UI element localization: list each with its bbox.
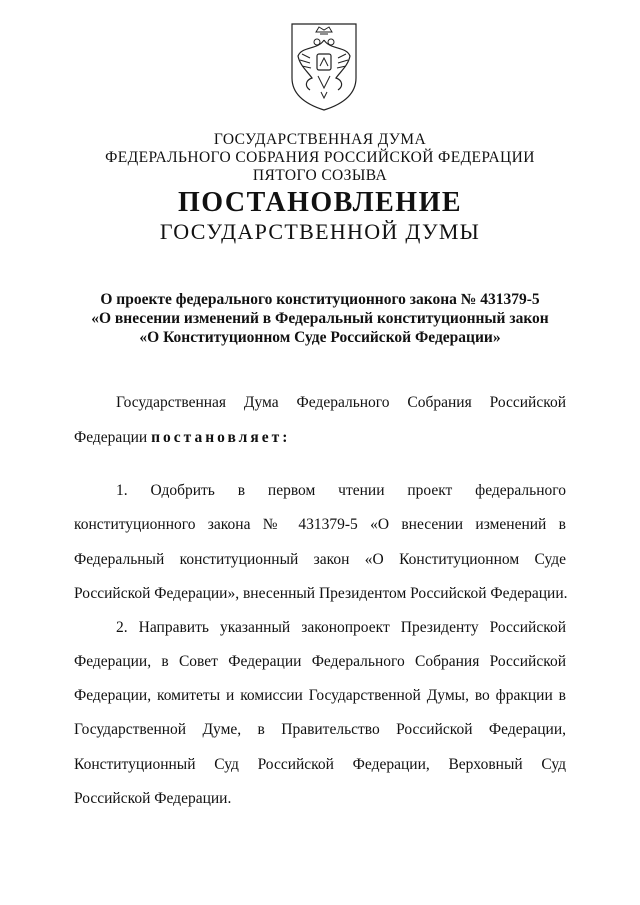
- item-1-line-3: Федеральный конституционный закон «О Конституционном Суде: [74, 551, 566, 568]
- org-line-federal-assembly: ФЕДЕРАЛЬНОГО СОБРАНИЯ РОССИЙСКОЙ ФЕДЕРАЦИИ: [105, 149, 535, 166]
- subject-line-3: «О Конституционном Суде Российской Федерации»: [139, 329, 501, 346]
- preamble-verb: постановляет:: [151, 429, 291, 446]
- item-2-line-3: Федерации, комитеты и комиссии Государственной Думы, во фракции в: [74, 687, 566, 704]
- org-line-convocation: ПЯТОГО СОЗЫВА: [252, 167, 388, 184]
- item-2-line-6: Российской Федерации.: [74, 790, 232, 807]
- item-1-line-4: Российской Федерации», внесенный Президентом Российской Федерации.: [74, 585, 568, 602]
- item-2-line-5: Конституционный Суд Российской Федерации, Верховный Суд: [74, 756, 566, 773]
- preamble-text: Федерации: [74, 429, 152, 446]
- preamble-line-2: [74, 428, 566, 448]
- item-2-line-1: 2. Направить указанный законопроект Президенту Российской: [116, 619, 566, 636]
- item-1-line-2: конституционного закона № 431379-5 «О внесении изменений в: [74, 516, 566, 533]
- item-2-line-2: Федерации, в Совет Федерации Федерального Собрания Российской: [74, 653, 566, 670]
- document-type: ПОСТАНОВЛЕНИЕ: [177, 187, 463, 218]
- preamble-line-1: Государственная Дума Федерального Собрания Российской: [116, 394, 566, 411]
- subject-line-2: «О внесении изменений в Федеральный конституционный закон: [91, 310, 549, 327]
- state-emblem: [288, 20, 360, 112]
- document-issuer: ГОСУДАРСТВЕННОЙ ДУМЫ: [159, 219, 481, 244]
- item-2-line-4: Государственной Думе, в Правительство Российской Федерации,: [74, 721, 566, 738]
- item-1-line-1: 1. Одобрить в первом чтении проект федерального: [116, 482, 566, 499]
- subject-line-1: О проекте федерального конституционного закона № 431379-5: [100, 291, 540, 308]
- org-line-duma: ГОСУДАРСТВЕННАЯ ДУМА: [213, 131, 427, 148]
